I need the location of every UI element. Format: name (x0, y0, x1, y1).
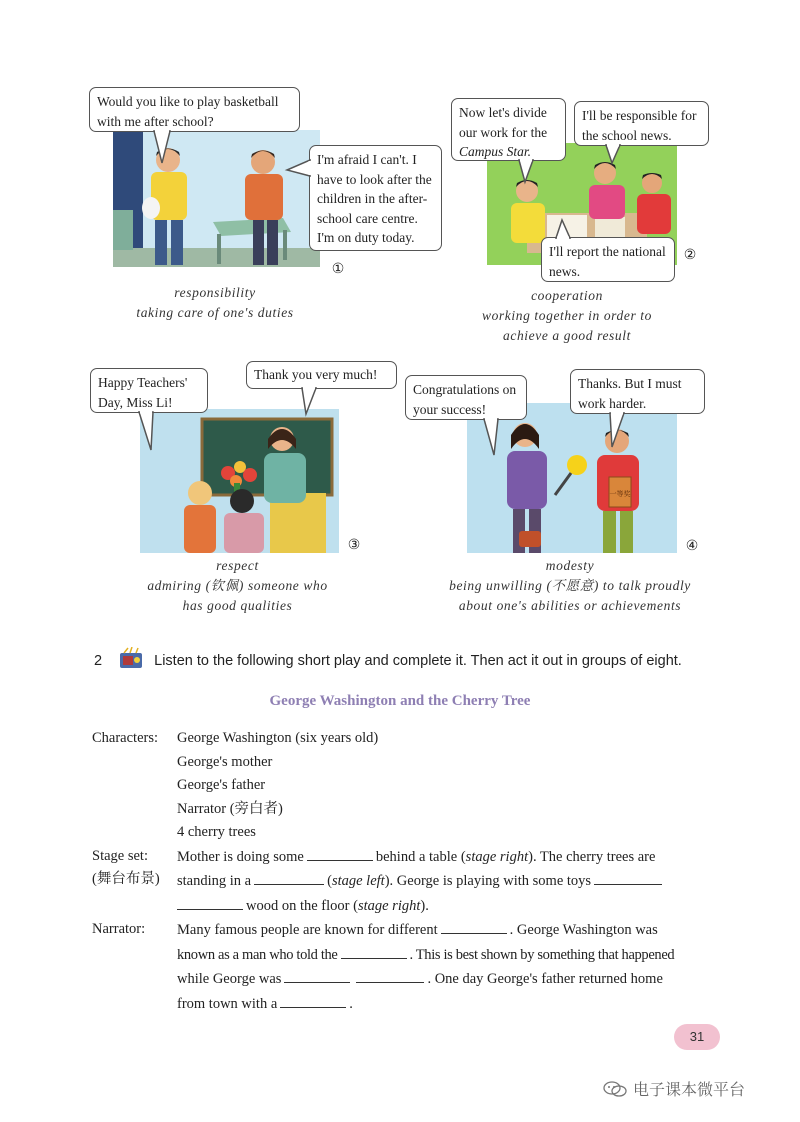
certificate-label: 一等奖 (609, 490, 631, 498)
blank-input[interactable] (594, 869, 662, 885)
play-script (92, 727, 712, 1016)
speech-bubble-greeting: Happy Teachers' Day, Miss Li! (90, 368, 208, 413)
panel-4-caption: modesty being unwilling (不愿意) to talk proudly about one's abilities or achievements (449, 558, 691, 613)
blank-input[interactable] (177, 894, 243, 910)
panel-1-caption: responsibility taking care of one's duties (136, 285, 294, 320)
speech-bubble-invite: Would you like to play basketball with me after school? (89, 87, 300, 132)
blank-input[interactable] (341, 943, 407, 959)
bubble-tail (556, 220, 586, 250)
play-title: George Washington and the Cherry Tree (269, 693, 531, 709)
blank-input[interactable] (441, 918, 507, 934)
speech-bubble-responsible: I'll be responsible for the school news. (574, 101, 709, 146)
character-item: George Washington (six years old) (177, 730, 379, 746)
stage-set-section (92, 845, 712, 919)
bubble-tail (150, 131, 180, 171)
stage-set-label: Stage set: (92, 847, 148, 864)
bubble-tail (135, 412, 165, 457)
bubble-tail (515, 160, 545, 190)
teachers-day-scene (140, 409, 339, 553)
watermark (603, 1077, 745, 1100)
bubble-tail (298, 388, 328, 418)
character-item: 4 cherry trees (177, 824, 256, 840)
blank-input[interactable] (254, 869, 324, 885)
exercise-instruction (94, 647, 714, 671)
narrator-text: Many famous people are known for different . George Washington was known as a man who told the . This is best shown by something that happened while George was . One day George's father returned home from town with a . (177, 918, 712, 1016)
character-item: Narrator (旁白者) (177, 800, 283, 817)
character-item: George's father (177, 777, 266, 793)
bubble-tail (604, 413, 634, 458)
character-item: George's mother (177, 753, 273, 770)
speech-bubble-humble: Thanks. But I must work harder. (570, 369, 705, 414)
speech-bubble-congrats: Congratulations on your success! (405, 375, 527, 420)
speech-bubble-divide: Now let's divide our work for the Campus Star. (451, 98, 566, 161)
panel-3-caption: respect admiring (钦佩) someone who has good qualities (147, 558, 328, 613)
exercise-text: Listen to the following short play and complete it. Then act it out in groups of eight. (154, 653, 682, 669)
characters-section (92, 727, 712, 845)
page-number: 31 (674, 1024, 720, 1050)
panel-3-illustration (140, 409, 339, 553)
bubble-tail (482, 419, 512, 464)
blank-input[interactable] (280, 992, 346, 1008)
narrator-label: Narrator: (92, 921, 146, 937)
exercise-number: 2 (94, 653, 103, 669)
narrator-section (92, 918, 712, 1016)
bubble-tail (287, 160, 317, 190)
watermark-text: 电子课本微平台 (633, 1080, 746, 1099)
stage-set-text: Mother is doing some behind a table (stage right). The cherry trees are standing in a (stage left). George is playing with some toys wood on the floor (stage right). (177, 845, 712, 919)
blank-input[interactable] (284, 967, 350, 983)
panel-2-caption: cooperation working together in order to achieve a good result (481, 288, 653, 343)
speech-bubble-thanks: Thank you very much! (246, 361, 397, 389)
bubble-tail (604, 145, 634, 175)
panel-number: ④ (685, 537, 699, 553)
blank-input[interactable] (307, 845, 373, 861)
characters-label: Characters: (92, 730, 159, 746)
wechat-icon (603, 1081, 627, 1097)
speech-bubble-report: I'll report the national news. (541, 237, 675, 282)
panel-number: ② (683, 246, 697, 262)
stage-set-label-cn: (舞台布景) (92, 871, 160, 887)
classroom-scene (113, 130, 320, 267)
listening-icon (118, 647, 148, 671)
panel-1-illustration (113, 130, 320, 267)
panel-number: ③ (347, 536, 361, 552)
panel-number: ① (331, 260, 345, 276)
blank-input[interactable] (356, 967, 424, 983)
speech-bubble-decline: I'm afraid I can't. I have to look after the children in the after- school care centre. I'm on duty today. (309, 145, 442, 251)
